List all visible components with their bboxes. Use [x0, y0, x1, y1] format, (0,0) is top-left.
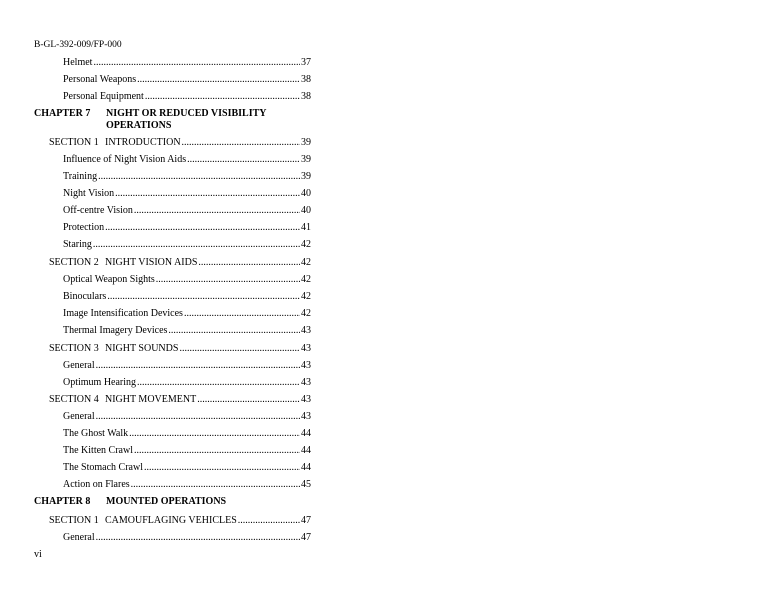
- dot-leader: [187, 153, 300, 166]
- section-title: INTRODUCTION: [105, 137, 181, 148]
- toc-entry[interactable]: [63, 153, 311, 166]
- toc-entry[interactable]: [63, 410, 311, 423]
- toc-entry[interactable]: [63, 461, 311, 474]
- toc-entry-page: 43: [301, 343, 311, 354]
- chapter-title: NIGHT OR REDUCED VISIBILITY OPERATIONS: [106, 108, 267, 131]
- section-number: SECTION 2: [49, 257, 99, 268]
- toc-entry-label: Personal Equipment: [63, 91, 144, 102]
- section-number: SECTION 4: [49, 394, 99, 405]
- toc-entry-page: 42: [301, 291, 311, 302]
- toc-entry-label: Staring: [63, 239, 92, 250]
- toc-entry-page: 37: [301, 57, 311, 68]
- toc-entry-page: 42: [301, 257, 311, 268]
- section-number: SECTION 3: [49, 343, 99, 354]
- dot-leader: [96, 410, 300, 423]
- toc-entry-page: 42: [301, 308, 311, 319]
- section-number: SECTION 1: [49, 137, 99, 148]
- dot-leader: [129, 427, 300, 440]
- toc-entry-page: 47: [301, 515, 311, 526]
- toc-section-entry[interactable]: [49, 256, 311, 269]
- toc-entry[interactable]: [63, 204, 311, 217]
- dot-leader: [184, 307, 300, 320]
- toc-entry-label: Training: [63, 171, 98, 182]
- dot-leader: [182, 136, 300, 149]
- dot-leader: [197, 393, 300, 406]
- toc-entry-page: 44: [301, 428, 311, 439]
- page-number-footer: vi: [34, 549, 42, 560]
- section-title: NIGHT SOUNDS: [105, 343, 179, 354]
- toc-entry[interactable]: [63, 290, 311, 303]
- toc-entry-page: 44: [301, 445, 311, 456]
- section-title: NIGHT VISION AIDS: [105, 257, 198, 268]
- toc-section-entry[interactable]: [49, 342, 311, 355]
- toc-entry-label: Helmet: [63, 57, 93, 68]
- dot-leader: [105, 221, 300, 234]
- dot-leader: [107, 290, 300, 303]
- section-title: CAMOUFLAGING VEHICLES: [105, 515, 237, 526]
- dot-leader: [131, 478, 300, 491]
- toc-entry[interactable]: [63, 324, 311, 337]
- dot-leader: [96, 531, 300, 544]
- toc-entry[interactable]: [63, 170, 311, 183]
- toc-entry[interactable]: [63, 427, 311, 440]
- section-title: NIGHT MOVEMENT: [105, 394, 197, 405]
- dot-leader: [144, 461, 300, 474]
- toc-entry-label: Optimum Hearing: [63, 377, 137, 388]
- toc-entry-page: 40: [301, 205, 311, 216]
- dot-leader: [179, 342, 300, 355]
- chapter-heading[interactable]: [34, 108, 294, 134]
- toc-entry-label: Personal Weapons: [63, 74, 137, 85]
- toc-entry-label: The Kitten Crawl: [63, 445, 133, 456]
- toc-entry-label: Binoculars: [63, 291, 107, 302]
- toc-entry-page: 43: [301, 325, 311, 336]
- toc-entry-page: 42: [301, 274, 311, 285]
- toc-entry-page: 40: [301, 188, 311, 199]
- toc-entry-label: General: [63, 411, 95, 422]
- toc-entry-page: 38: [301, 91, 311, 102]
- toc-entry-label: Action on Flares: [63, 479, 130, 490]
- toc-entry[interactable]: [63, 273, 311, 286]
- toc-entry-page: 47: [301, 532, 311, 543]
- toc-entry[interactable]: [63, 73, 311, 86]
- toc-entry-page: 45: [301, 479, 311, 490]
- document-id: B-GL-392-009/FP-000: [34, 40, 122, 50]
- toc-entry[interactable]: [63, 376, 311, 389]
- toc-entry[interactable]: [63, 238, 311, 251]
- toc-entry-label: General: [63, 532, 95, 543]
- dot-leader: [134, 444, 300, 457]
- toc-entry[interactable]: [63, 531, 311, 544]
- chapter-heading[interactable]: [34, 496, 294, 509]
- toc-entry[interactable]: [63, 221, 311, 234]
- toc-entry[interactable]: [63, 56, 311, 69]
- dot-leader: [96, 359, 300, 372]
- dot-leader: [93, 238, 300, 251]
- toc-entry-label: Image Intensification Devices: [63, 308, 183, 319]
- toc-entry-label: General: [63, 360, 95, 371]
- toc-entry-page: 42: [301, 239, 311, 250]
- dot-leader: [115, 187, 300, 200]
- toc-entry[interactable]: [63, 444, 311, 457]
- chapter-title: MOUNTED OPERATIONS: [106, 496, 227, 507]
- dot-leader: [137, 73, 300, 86]
- toc-entry-page: 43: [301, 394, 311, 405]
- chapter-number: CHAPTER 8: [34, 496, 91, 507]
- toc-entry-page: 39: [301, 154, 311, 165]
- section-number: SECTION 1: [49, 515, 99, 526]
- toc-entry-label: Off-centre Vision: [63, 205, 133, 216]
- toc-section-entry[interactable]: [49, 136, 311, 149]
- toc-entry-page: 41: [301, 222, 311, 233]
- dot-leader: [238, 514, 300, 527]
- dot-leader: [134, 204, 300, 217]
- chapter-number: CHAPTER 7: [34, 108, 91, 119]
- dot-leader: [137, 376, 300, 389]
- toc-entry-label: Thermal Imagery Devices: [63, 325, 168, 336]
- toc-entry-page: 39: [301, 171, 311, 182]
- toc-entry-page: 43: [301, 360, 311, 371]
- toc-entry-label: The Ghost Walk: [63, 428, 129, 439]
- toc-entry-page: 44: [301, 462, 311, 473]
- toc-entry-label: Protection: [63, 222, 105, 233]
- toc-entry[interactable]: [63, 359, 311, 372]
- dot-leader: [98, 170, 300, 183]
- toc-entry-page: 43: [301, 411, 311, 422]
- dot-leader: [198, 256, 300, 269]
- toc-entry-page: 39: [301, 137, 311, 148]
- toc-entry-label: Night Vision: [63, 188, 115, 199]
- toc-entry-label: Optical Weapon Sights: [63, 274, 155, 285]
- toc-section-entry[interactable]: [49, 393, 311, 406]
- toc-entry-label: The Stomach Crawl: [63, 462, 143, 473]
- toc-entry-page: 38: [301, 74, 311, 85]
- dot-leader: [93, 56, 300, 69]
- toc-entry[interactable]: [63, 307, 311, 320]
- toc-entry[interactable]: [63, 187, 311, 200]
- toc-entry-page: 43: [301, 377, 311, 388]
- dot-leader: [168, 324, 300, 337]
- toc-entry[interactable]: [63, 478, 311, 491]
- toc-section-entry[interactable]: [49, 514, 311, 527]
- toc-entry-label: Influence of Night Vision Aids: [63, 154, 187, 165]
- dot-leader: [156, 273, 300, 286]
- dot-leader: [145, 90, 300, 103]
- toc-entry[interactable]: [63, 90, 311, 103]
